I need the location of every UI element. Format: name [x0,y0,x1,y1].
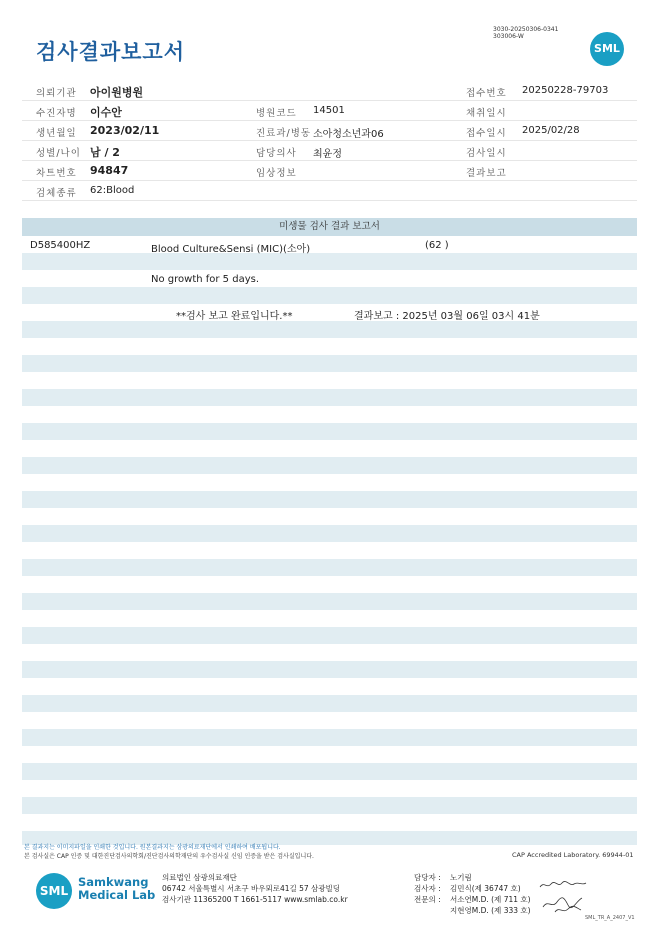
label-test-time: 검사일시 [466,148,507,159]
signature-image [553,904,583,916]
table-stripe [22,389,637,406]
cap-accreditation: CAP Accredited Laboratory. 69944-01 [512,851,634,859]
table-stripe [22,355,637,372]
value-hospital-code: 14501 [313,105,345,116]
report-time: 결과보고 : 2025년 03월 06일 03시 41분 [354,311,540,322]
label-department: 진료과/병동 [256,128,312,139]
specimen-code: (62 ) [425,240,449,251]
value-chart-no: 94847 [90,164,129,177]
brand-line: Samkwang [78,875,149,889]
specialist-value: 서소연M.D. (제 711 호) [450,895,531,904]
table-stripe [22,423,637,440]
value-department: 소아청소년과06 [313,129,384,140]
report-complete-text: **검사 보고 완료입니다.** [176,311,293,322]
info-row [22,100,637,121]
signature-image [538,879,588,891]
brand-line: Medical Lab [78,888,156,902]
document-code: 303006-W [493,33,524,40]
label-collection-time: 채취일시 [466,108,507,119]
label-requester: 의뢰기관 [36,88,77,99]
value-sex-age: 남 / 2 [90,146,120,159]
label-specimen-type: 검체종류 [36,188,77,199]
table-stripe [22,253,637,270]
test-code: D585400HZ [30,240,91,251]
table-stripe [22,763,637,780]
specialist-label: 전문의 : [414,895,441,904]
label-hospital-code: 병원코드 [256,108,297,119]
table-stripe [22,695,637,712]
table-stripe [22,729,637,746]
growth-result: No growth for 5 days. [151,274,260,285]
staff-value: 노기림 [450,873,472,882]
info-row [22,160,637,181]
tester-value: 김민식(제 36747 호) [450,884,521,893]
table-stripe [22,321,637,338]
value-requester: 아이원병원 [90,86,144,99]
table-stripe [22,287,637,304]
label-sex-age: 성별/나이 [36,148,81,159]
table-stripe [22,559,637,576]
value-receipt-time: 2025/02/28 [522,125,580,136]
table-stripe [22,661,637,678]
org-address: 06742 서울특별시 서초구 바우뫼로41길 57 삼광빌딩 [162,884,341,893]
document-codes [493,26,558,40]
sml-logo: SML [590,32,624,66]
label-clinical-info: 임상정보 [256,168,297,179]
staff-label: 담당자 : [414,873,441,882]
label-receipt-no: 접수번호 [466,88,507,99]
info-row [22,180,637,201]
test-name: Blood Culture&Sensi (MIC)(소아) [151,244,311,255]
specialist-value: 지현영M.D. (제 333 호) [450,906,531,915]
info-row [22,140,637,161]
table-stripe [22,593,637,610]
value-doctor: 최윤정 [313,149,342,160]
org-contact: 검사기관 11365200 T 1661-5117 www.smlab.co.kr [162,895,348,904]
page-title: 검사결과보고서 [36,40,186,64]
label-patient-name: 수진자명 [36,108,77,119]
value-patient-name: 이수안 [90,106,122,119]
label-doctor: 담당의사 [256,148,297,159]
org-name: 의료법인 삼광의료재단 [162,873,237,882]
label-receipt-time: 접수일시 [466,128,507,139]
info-row [22,120,637,141]
label-chart-no: 차트번호 [36,168,77,179]
table-stripe [22,525,637,542]
label-result-report: 결과보고 [466,168,507,179]
info-row [22,80,637,101]
document-code: 3030-20250306-0341 [493,26,559,33]
table-stripe [22,491,637,508]
cap-notice: 본 검사실은 CAP 인증 및 대한진단검사의학회/진단검사의학재단의 우수검사실 신임 인증을 받은 검사실입니다. [24,853,314,860]
brand-name [78,876,155,902]
sml-logo-bottom: SML [36,873,72,909]
table-stripe [22,457,637,474]
label-birthdate: 생년월일 [36,128,77,139]
tester-label: 검사자 : [414,884,441,893]
value-birthdate: 2023/02/11 [90,124,160,137]
form-code: SML_TR_A_2407_V1 [585,915,635,921]
result-table-header: 미생물 검사 결과 보고서 [22,218,637,236]
value-receipt-no: 20250228-79703 [522,85,609,96]
table-stripe [22,797,637,814]
image-notice: 본 결과지는 이미지파일을 인쇄한 것입니다. 원본결과지는 삼광의료재단에서 인쇄하여 배포됩니다. [24,844,281,851]
table-stripe [22,627,637,644]
value-specimen-type: 62:Blood [90,185,135,196]
